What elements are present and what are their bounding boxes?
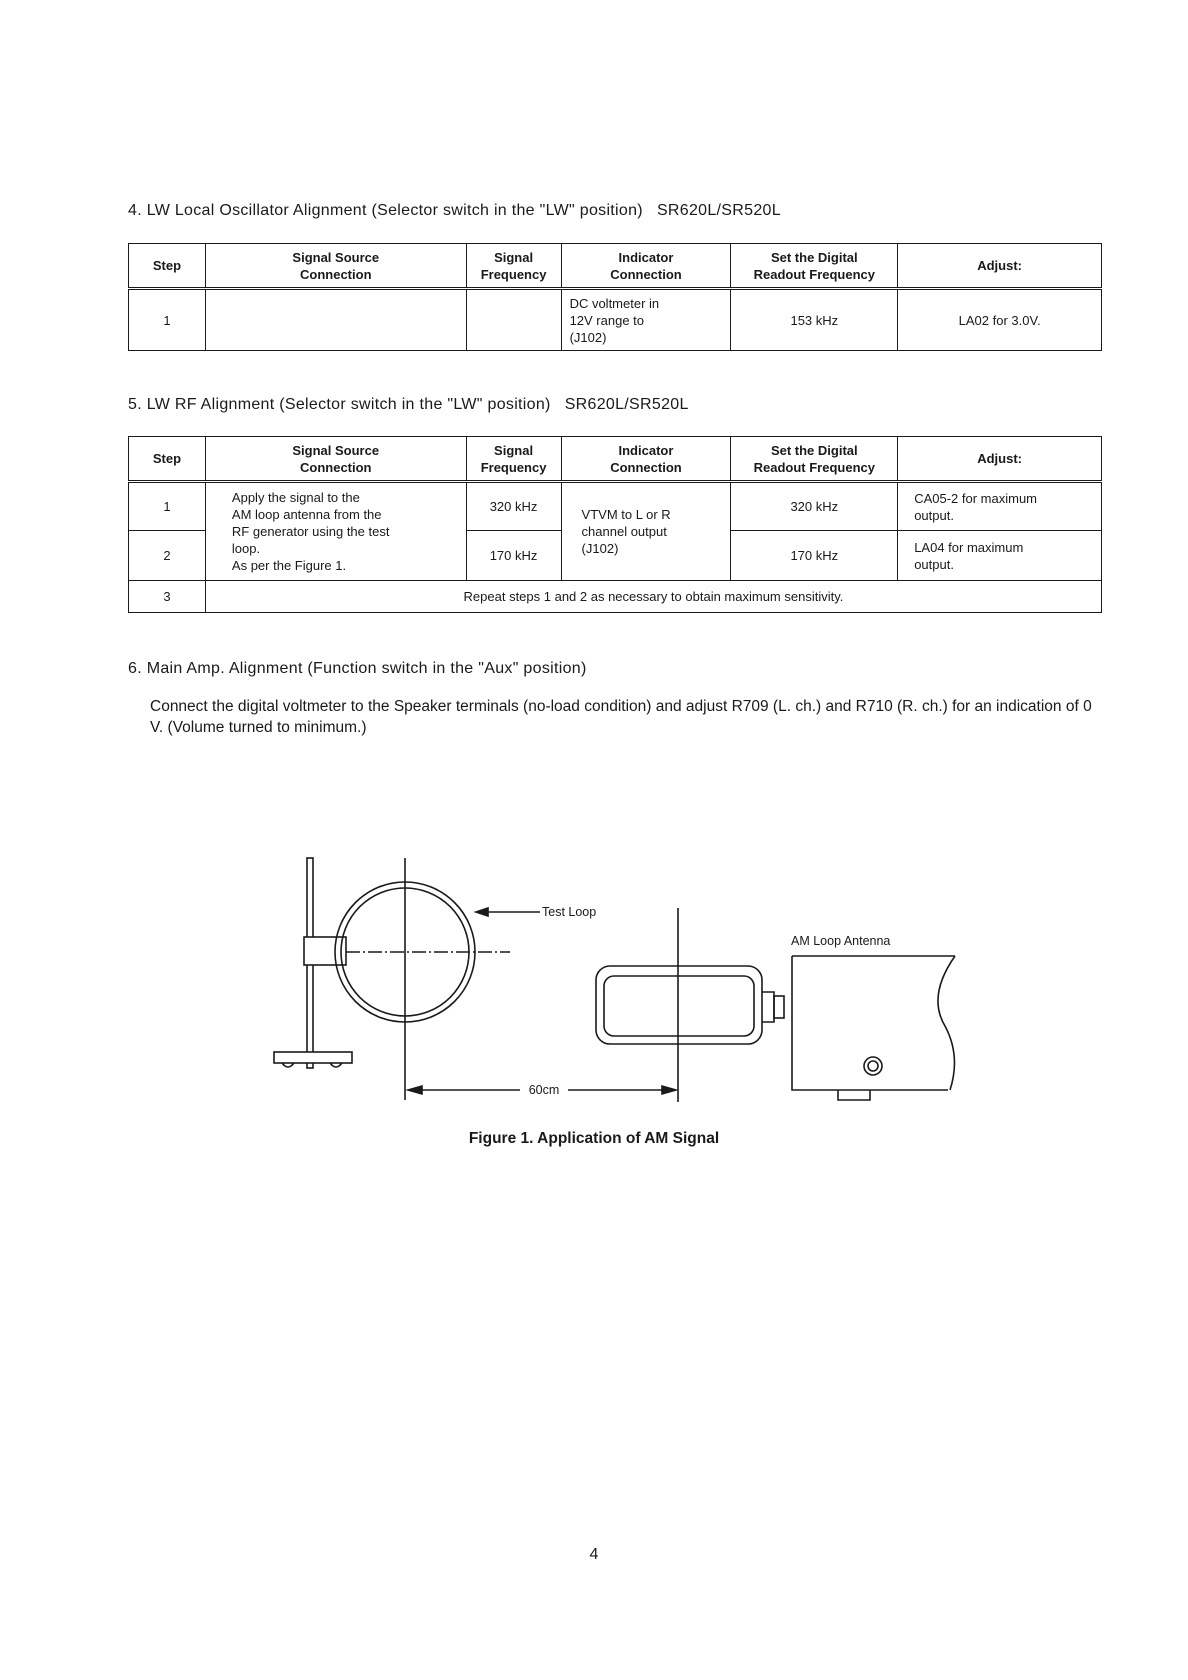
- adjust-cell: LA02 for 3.0V.: [898, 289, 1102, 351]
- page-number: 4: [589, 1546, 599, 1563]
- header-indicator: Indicator Connection: [561, 244, 731, 289]
- am-loop-antenna: [596, 966, 784, 1044]
- distance-label: 60cm: [528, 1083, 560, 1097]
- section-6-body: Connect the digital voltmeter to the Speaker terminals (no-load condition) and adjust R709 (L. ch.) and R710 (R. ch.) for an indication of 0 V. (Volume turned to minimum.): [150, 698, 1092, 736]
- receiver-unit: [792, 956, 955, 1100]
- header-digital-readout: Set the Digital Readout Frequency: [731, 244, 898, 289]
- section-4-model: SR620L/SR520L: [656, 202, 781, 219]
- signal-frequency-cell: 170 kHz: [466, 531, 561, 581]
- step-cell: 3: [129, 581, 206, 613]
- repeat-note-cell: Repeat steps 1 and 2 as necessary to obtain maximum sensitivity.: [205, 581, 1101, 613]
- step-cell: 1: [129, 482, 206, 531]
- indicator-cell: VTVM to L or R channel output (J102): [561, 482, 731, 581]
- header-adjust: Adjust:: [898, 244, 1102, 289]
- header-signal-source: Signal Source Connection: [205, 437, 466, 482]
- signal-source-cell: Apply the signal to the AM loop antenna from the RF generator using the test loop. As per the Figure 1.: [205, 482, 466, 581]
- header-signal-frequency: Signal Frequency: [466, 437, 561, 482]
- header-indicator: Indicator Connection: [561, 437, 731, 482]
- header-step: Step: [129, 437, 206, 482]
- section-4-title: 4. LW Local Oscillator Alignment (Selector switch in the "LW" position): [128, 202, 643, 219]
- header-signal-frequency: Signal Frequency: [466, 244, 561, 289]
- test-loop: [335, 858, 510, 1100]
- header-step: Step: [129, 244, 206, 289]
- indicator-cell: DC voltmeter in 12V range to (J102): [561, 289, 731, 351]
- test-loop-label: Test Loop: [542, 905, 597, 919]
- figure-caption: Figure 1. Application of AM Signal: [468, 1130, 720, 1147]
- header-adjust: Adjust:: [898, 437, 1102, 482]
- step-cell: 1: [129, 289, 206, 351]
- section-6-heading: 6. Main Amp. Alignment (Function switch in the "Aux" position): [128, 660, 587, 677]
- signal-frequency-cell: 320 kHz: [466, 482, 561, 531]
- section-5-title: 5. LW RF Alignment (Selector switch in the "LW" position): [128, 396, 551, 413]
- section-5-model: SR620L/SR520L: [564, 396, 689, 413]
- antenna-label: AM Loop Antenna: [791, 934, 891, 948]
- digital-readout-cell: 153 kHz: [731, 289, 898, 351]
- adjust-cell: CA05-2 for maximum output.: [898, 482, 1102, 531]
- digital-readout-cell: 320 kHz: [731, 482, 898, 531]
- adjust-cell: LA04 for maximum output.: [898, 531, 1102, 581]
- header-digital-readout: Set the Digital Readout Frequency: [731, 437, 898, 482]
- test-loop-stand: [274, 858, 352, 1068]
- digital-readout-cell: 170 kHz: [731, 531, 898, 581]
- header-signal-source: Signal Source Connection: [205, 244, 466, 289]
- step-cell: 2: [129, 531, 206, 581]
